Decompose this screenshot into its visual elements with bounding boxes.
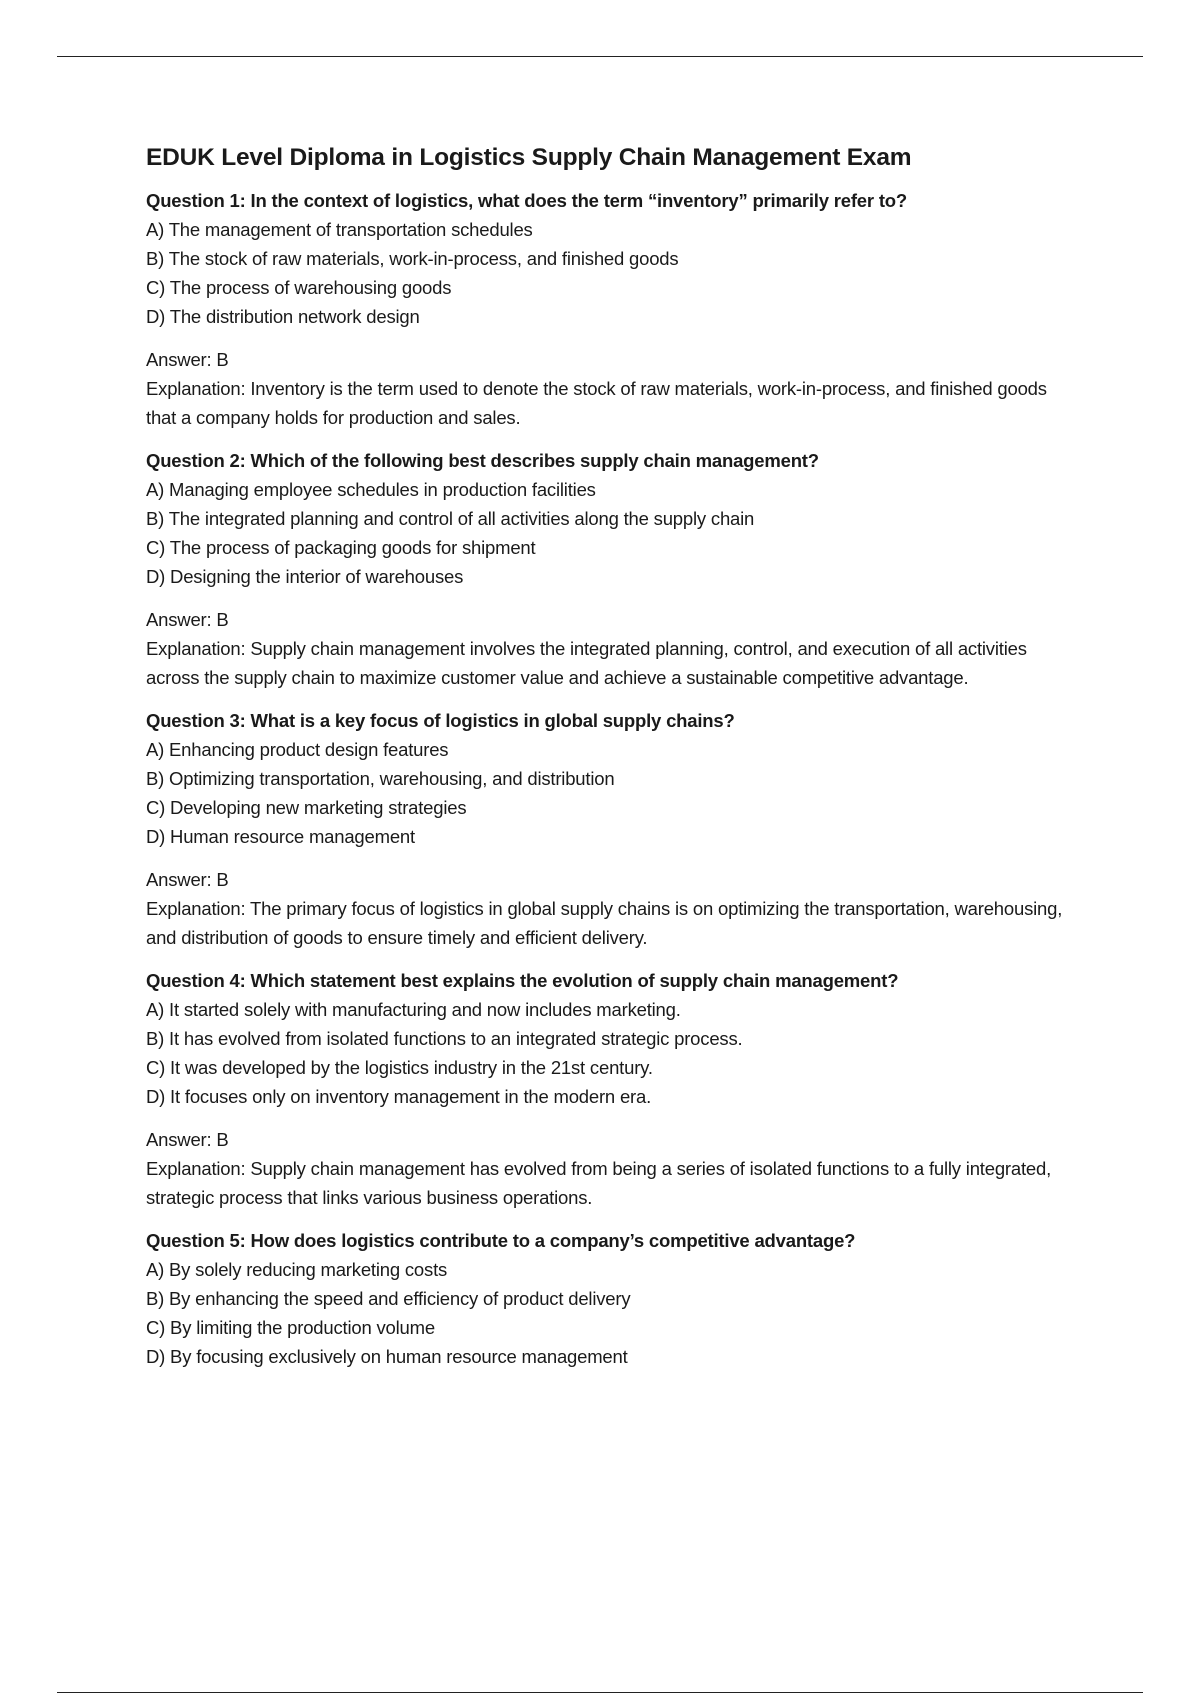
question-block <box>146 446 1066 692</box>
option-b: B) The integrated planning and control of all activities along the supply chain <box>146 508 755 529</box>
question-text: Question 1: In the context of logistics, what does the term “inventory” primarily refer to? <box>146 190 907 211</box>
option-c: C) It was developed by the logistics industry in the 21st century. <box>146 1057 653 1078</box>
option-a: A) It started solely with manufacturing and now includes marketing. <box>146 999 681 1020</box>
option-d: D) Designing the interior of warehouses <box>146 566 464 587</box>
footer-rule <box>57 1692 1143 1693</box>
question-text: Question 5: How does logistics contribute to a company’s competitive advantage? <box>146 1230 856 1251</box>
answer-block <box>146 865 1066 952</box>
option-a: A) The management of transportation schedules <box>146 219 533 240</box>
answer-block <box>146 1125 1066 1212</box>
answer-block <box>146 345 1066 432</box>
option-b: B) Optimizing transportation, warehousing, and distribution <box>146 768 615 789</box>
header-rule <box>57 56 1143 57</box>
answer-text: Answer: B <box>146 609 229 630</box>
option-c: C) The process of packaging goods for shipment <box>146 537 536 558</box>
document-body <box>146 144 1066 1385</box>
answer-text: Answer: B <box>146 1129 229 1150</box>
option-b: B) By enhancing the speed and efficiency of product delivery <box>146 1288 631 1309</box>
option-c: C) Developing new marketing strategies <box>146 797 467 818</box>
option-c: C) By limiting the production volume <box>146 1317 435 1338</box>
question-block <box>146 966 1066 1212</box>
answer-block <box>146 605 1066 692</box>
option-c: C) The process of warehousing goods <box>146 277 452 298</box>
option-d: D) By focusing exclusively on human resource management <box>146 1346 628 1367</box>
option-a: A) By solely reducing marketing costs <box>146 1259 448 1280</box>
option-a: A) Enhancing product design features <box>146 739 449 760</box>
option-b: B) It has evolved from isolated functions to an integrated strategic process. <box>146 1028 743 1049</box>
option-d: D) Human resource management <box>146 826 415 847</box>
explanation-text: Explanation: Supply chain management has evolved from being a series of isolated functions to a fully integrated, strategic process that links various business operations. <box>146 1158 1052 1208</box>
question-block <box>146 706 1066 952</box>
explanation-text: Explanation: The primary focus of logistics in global supply chains is on optimizing the transportation, warehousing, and distribution of goods to ensure timely and efficient delivery. <box>146 898 1063 948</box>
explanation-text: Explanation: Supply chain management involves the integrated planning, control, and execution of all activities across the supply chain to maximize customer value and achieve a sustainable competitive advantage. <box>146 638 1027 688</box>
question-text: Question 3: What is a key focus of logistics in global supply chains? <box>146 710 735 731</box>
document-title: EDUK Level Diploma in Logistics Supply Chain Management Exam <box>146 144 912 171</box>
option-d: D) It focuses only on inventory management in the modern era. <box>146 1086 652 1107</box>
option-d: D) The distribution network design <box>146 306 420 327</box>
answer-text: Answer: B <box>146 349 229 370</box>
option-a: A) Managing employee schedules in production facilities <box>146 479 596 500</box>
answer-text: Answer: B <box>146 869 229 890</box>
question-text: Question 2: Which of the following best describes supply chain management? <box>146 450 819 471</box>
question-block <box>146 1226 1066 1371</box>
question-block <box>146 186 1066 432</box>
option-b: B) The stock of raw materials, work-in-process, and finished goods <box>146 248 679 269</box>
explanation-text: Explanation: Inventory is the term used to denote the stock of raw materials, work-in-process, and finished goods that a company holds for production and sales. <box>146 378 1047 428</box>
question-text: Question 4: Which statement best explains the evolution of supply chain management? <box>146 970 899 991</box>
